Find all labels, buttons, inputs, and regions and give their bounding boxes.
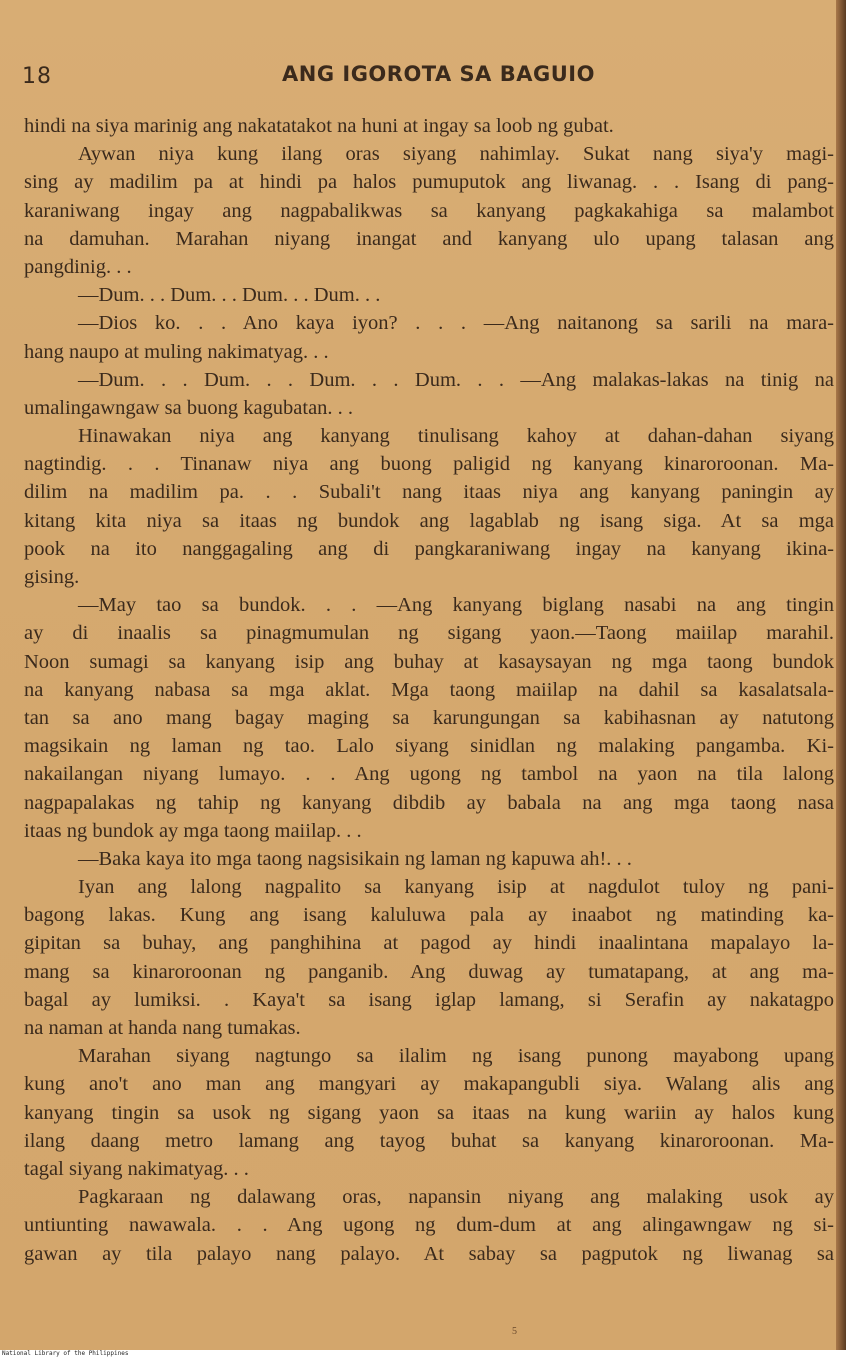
text-line: Hinawakan niya ang kanyang tinulisang kahoy at dahan-dahan siyang [78,425,834,448]
text-line: tan sa ano mang bagay maging sa karungungan sa kabihasnan ay natutong [24,706,834,729]
text-line: tagal siyang nakimatyag. . . [24,1157,249,1180]
text-line: kanyang tingin sa usok ng sigang yaon sa itaas na kung wariin ay halos kung [24,1101,834,1124]
text-line: magsikain ng laman ng tao. Lalo siyang sinidlan ng malaking pangamba. Ki- [24,735,834,758]
text-line: na damuhan. Marahan niyang inangat and kanyang ulo upang talasan ang [24,227,834,250]
text-line: na naman at handa nang tumakas. [24,1017,301,1039]
body-text [24,112,834,1268]
library-credit: National Library of the Philippines [2,1350,129,1357]
text-line: ilang daang metro lamang ang tayog buhat sa kanyang kinaroroonan. Ma- [24,1129,834,1152]
text-line: ay di inaalis sa pinagmumulan ng sigang yaon.—Taong maiilap marahil. [24,622,834,645]
page-header [22,60,822,92]
text-line: Noon sumagi sa kanyang isip ang buhay at kasaysayan ng mga taong bundok [24,650,834,673]
text-line: —Dum. . . Dum. . . Dum. . . Dum. . . [78,284,381,307]
text-line: pangdinig. . . [24,255,132,278]
credit-strip [0,1350,846,1358]
text-line: kitang kita niya sa itaas ng bundok ang lagablab ng isang siga. At sa mga [24,509,834,532]
text-line: umalingawngaw sa buong kagubatan. . . [24,396,354,419]
text-line: —Dum. . . Dum. . . Dum. . . Dum. . . —Ang malakas-lakas na tinig na [78,368,834,391]
text-line: bagong lakas. Kung ang isang kaluluwa pala ay inaabot ng matinding ka- [24,904,834,927]
text-line: kung ano't ano man ang mangyari ay makapangubli siya. Walang alis ang [24,1073,834,1096]
text-line: untiunting nawawala. . . Ang ugong ng dum-dum at ang alingawngaw ng si- [24,1214,834,1237]
text-line: nagtindig. . . Tinanaw niya ang buong paligid ng kanyang kinaroroonan. Ma- [24,453,834,476]
text-line: nakailangan niyang lumayo. . . Ang ugong ng tambol na yaon na tila lalong [24,763,834,786]
text-line: na kanyang nabasa sa mga aklat. Mga taong maiilap na dahil sa kasalatsala- [24,678,834,701]
text-line: dilim na madilim pa. . . Subali't nang itaas niya ang kanyang paningin ay [24,481,834,504]
text-line: pook na ito nanggagaling ang di pangkaraniwang ingay na kanyang ikina- [24,537,834,560]
page-edge [836,0,846,1350]
page-number: 18 [22,64,52,89]
text-line: Pagkaraan ng dalawang oras, napansin niyang ang malaking usok ay [78,1186,834,1209]
text-line: Marahan siyang nagtungo sa ilalim ng isang punong mayabong upang [78,1045,834,1068]
text-line: sing ay madilim pa at hindi pa halos pumuputok ang liwanag. . . Isang di pang- [24,171,834,194]
text-line: nagpapalakas ng tahip ng kanyang dibdib ay babala na ang mga taong nasa [24,791,834,814]
text-line: karaniwang ingay ang nagpabalikwas sa kanyang pagkakahiga sa malambot [24,199,834,222]
text-line: Iyan ang lalong nagpalito sa kanyang isip at nagdulot tuloy ng pani- [78,876,834,899]
text-line: —Dios ko. . . Ano kaya iyon? . . . —Ang naitanong sa sarili na mara- [78,312,834,335]
running-title: ANG IGOROTA SA BAGUIO [282,62,595,86]
text-line: hang naupo at muling nakimatyag. . . [24,340,329,363]
text-line: bagal ay lumiksi. . Kaya't sa isang iglap lamang, si Serafin ay nakatagpo [24,988,834,1011]
text-line: hindi na siya marinig ang nakatatakot na huni at ingay sa loob ng gubat. [24,115,614,137]
text-line: —May tao sa bundok. . . —Ang kanyang biglang nasabi na ang tingin [78,594,834,617]
text-line: itaas ng bundok ay mga taong maiilap. . . [24,819,362,842]
text-line: gawan ay tila palayo nang palayo. At sabay sa pagputok ng liwanag sa [24,1242,834,1265]
text-line: mang sa kinaroroonan ng panganib. Ang duwag ay tumatapang, at ang ma- [24,960,834,983]
text-line: Aywan niya kung ilang oras siyang nahimlay. Sukat nang siya'y magi- [78,143,834,166]
text-line: gipitan sa buhay, ang panghihina at pagod ay hindi inaalintana mapalayo la- [24,932,834,955]
text-line: —Baka kaya ito mga taong nagsisikain ng laman ng kapuwa ah!. . . [78,847,632,870]
text-line: gising. [24,566,80,588]
folio-mark: 5 [512,1326,517,1337]
